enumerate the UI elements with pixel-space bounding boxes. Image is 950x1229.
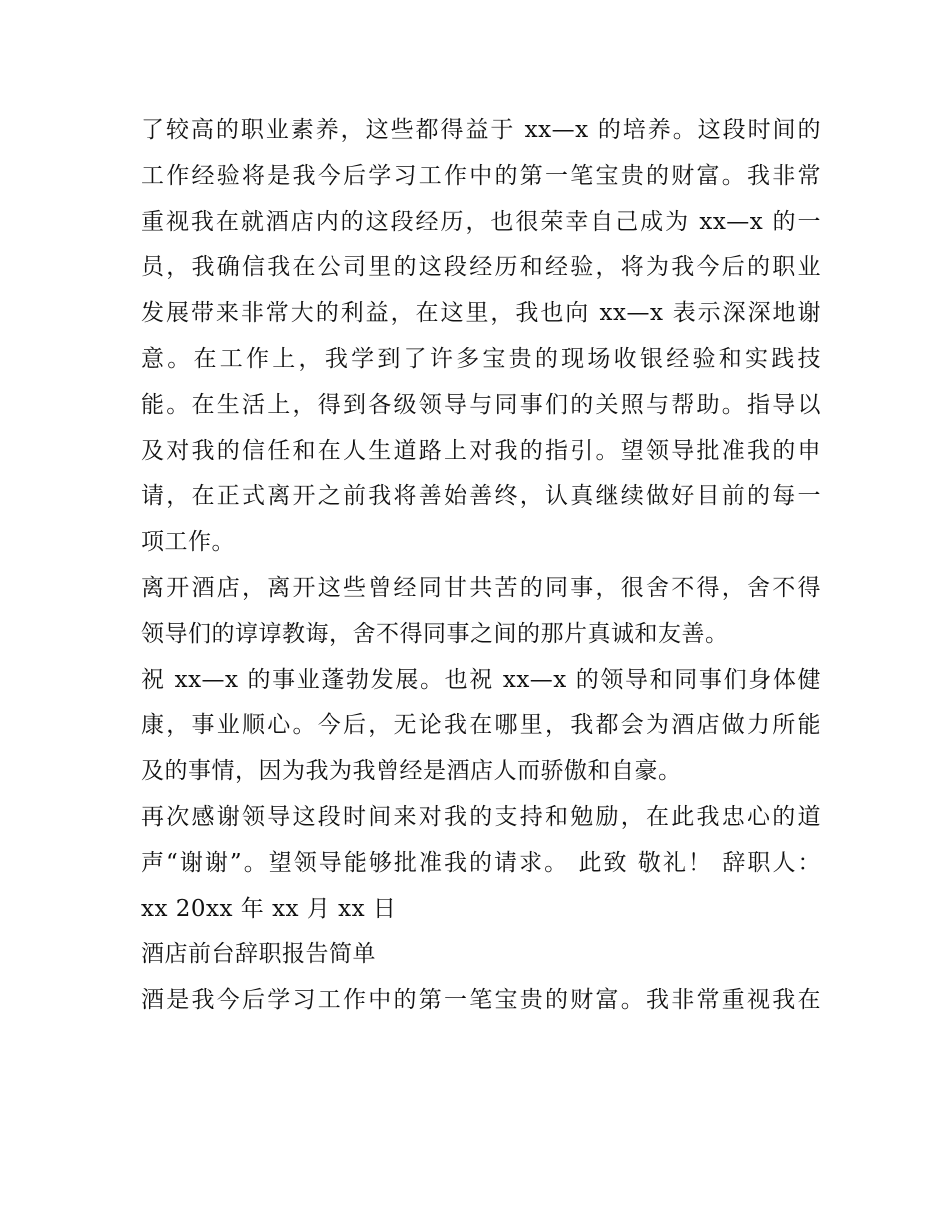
- text-line: 及的事情，因为我为我曾经是酒店人而骄傲和自豪。: [141, 758, 682, 785]
- section-title: 酒店前台辞职报告简单: [141, 941, 376, 968]
- text-line: 工作经验将是我今后学习工作中的第一笔宝贵的财富。我非常: [141, 162, 821, 189]
- text-line: 声“谢谢”。望领导能够批准我的请求。 此致 敬礼！ 辞职人：: [141, 849, 821, 876]
- text-line: 了较高的职业素养，这些都得益于 xx—x 的培养。这段时间的: [141, 117, 821, 143]
- date-line: xx 20xx 年 xx 月 xx 日: [141, 895, 397, 922]
- text-line: 请，在正式离开之前我将善始善终，认真继续做好目前的每一: [141, 483, 821, 510]
- text-line: 及对我的信任和在人生道路上对我的指引。望领导批准我的申: [141, 437, 821, 464]
- text-line: 再次感谢领导这段时间来对我的支持和勉励，在此我忠心的道: [141, 803, 821, 830]
- text-line: 重视我在就酒店内的这段经历，也很荣幸自己成为 xx—x 的一: [141, 208, 821, 235]
- text-line: 发展带来非常大的利益，在这里，我也向 xx—x 表示深深地谢: [141, 300, 821, 327]
- text-line: 祝 xx—x 的事业蓬勃发展。也祝 xx—x 的领导和同事们身体健: [141, 666, 821, 693]
- text-line: 意。在工作上，我学到了许多宝贵的现场收银经验和实践技: [141, 345, 821, 372]
- text-line: 项工作。: [141, 529, 235, 556]
- text-line: 员，我确信我在公司里的这段经历和经验，将为我今后的职业: [141, 254, 821, 281]
- document-body: [141, 108, 821, 1024]
- text-line: 康，事业顺心。今后，无论我在哪里，我都会为酒店做力所能: [141, 712, 821, 739]
- text-line: 酒是我今后学习工作中的第一笔宝贵的财富。我非常重视我在: [141, 987, 821, 1014]
- text-line: 能。在生活上，得到各级领导与同事们的关照与帮助。指导以: [141, 391, 821, 418]
- text-line: 领导们的谆谆教诲，舍不得同事之间的那片真诚和友善。: [141, 620, 729, 647]
- text-line: 离开酒店，离开这些曾经同甘共苦的同事，很舍不得，舍不得: [141, 574, 821, 601]
